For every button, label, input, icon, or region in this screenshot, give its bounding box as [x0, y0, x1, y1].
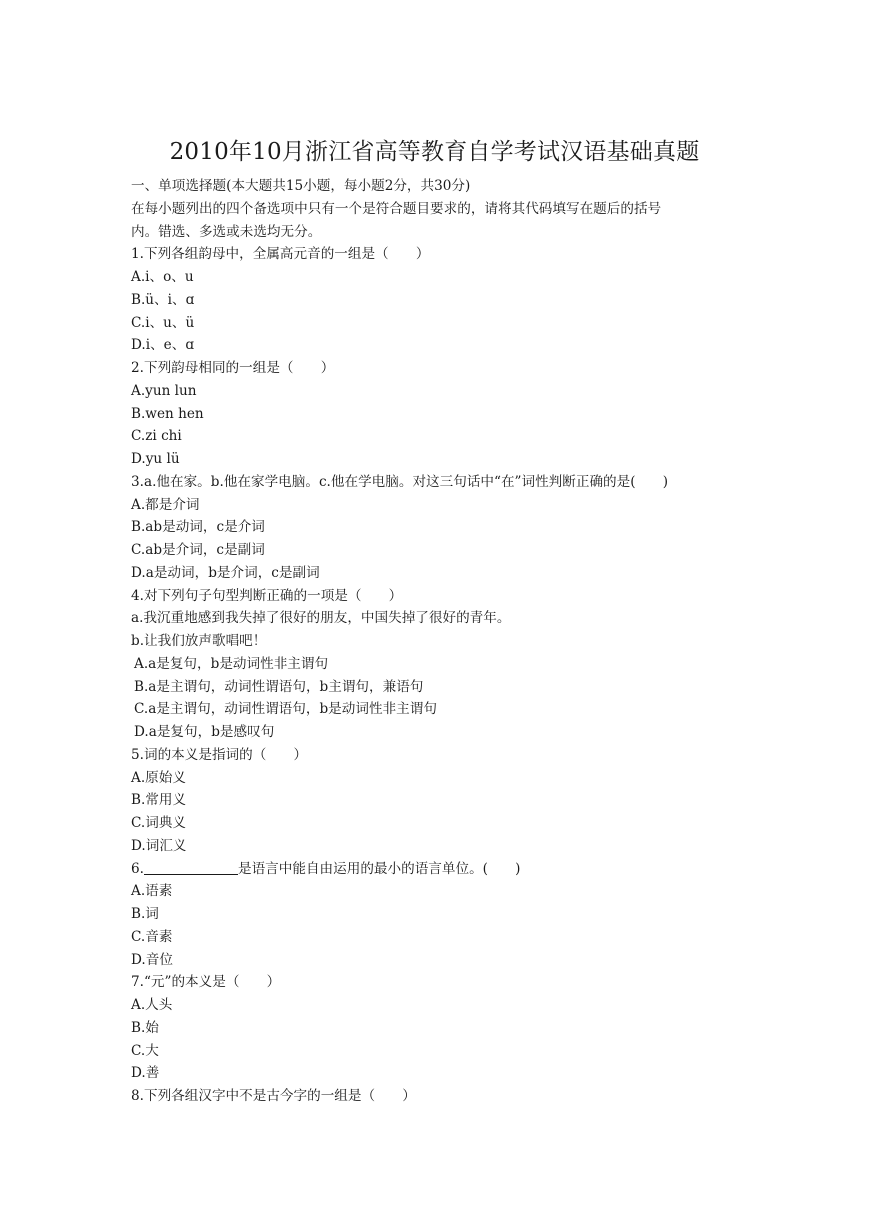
question-7-stem: 7.“元”的本义是（ ） [131, 974, 281, 991]
question-2-stem: 2.下列韵母相同的一组是（ ） [131, 360, 335, 376]
question-6-stem-rest: 是语言中能自由运用的最小的语言单位。( ) [237, 860, 521, 877]
question-3-stem: 3.a.他在家。b.他在家学电脑。c.他在学电脑。对这三句话中“在”词性判断正确的是( ) [131, 473, 669, 490]
question-7-option-c: C.大 [131, 1042, 159, 1059]
question-4-sentence-a: a.我沉重地感到我失掉了很好的朋友，中国失掉了很好的青年。 [131, 610, 511, 627]
question-5-option-a: A.原始义 [131, 769, 186, 786]
question-1-stem: 1.下列各组韵母中，全属高元音的一组是（ ） [131, 246, 430, 263]
question-4-option-d: D.a是复句，b是感叹句 [134, 724, 275, 740]
question-2-option-c: C.zi chi [131, 428, 182, 445]
question-3-option-a: A.都是介词 [131, 496, 200, 513]
question-5-stem: 5.词的本义是指词的（ ） [131, 746, 308, 763]
question-1-option-c: C.i、u、ü [131, 314, 195, 331]
exam-content [131, 175, 751, 1108]
question-1-option-d: D.i、e、ɑ [131, 337, 195, 354]
answer-blank [144, 860, 238, 875]
question-2-option-a: A.yun lun [131, 382, 197, 399]
question-1-option-a: A.i、o、u [131, 269, 194, 285]
question-5-option-c: C.词典义 [131, 815, 187, 831]
page-title: 2010年10月浙江省高等教育自学考试汉语基础真题 [169, 139, 700, 165]
question-6-number: 6. [131, 860, 144, 877]
question-6-option-d: D.音位 [131, 951, 173, 968]
question-5-option-b: B.常用义 [131, 792, 187, 809]
question-6-stem [131, 858, 751, 881]
question-2-option-b: B.wen hen [131, 405, 204, 422]
question-4-option-c: C.a是主谓句，动词性谓语句，b是动词性非主谓句 [134, 701, 437, 718]
question-4-stem: 4.对下列句子句型判断正确的一项是（ ） [131, 587, 403, 604]
question-3-option-d: D.a是动词，b是介词，c是副词 [131, 564, 320, 581]
question-8-stem: 8.下列各组汉字中不是古今字的一组是（ ） [131, 1088, 416, 1104]
instructions-line-2: 内。错选、多选或未选均无分。 [131, 223, 322, 240]
question-6-option-b: B.词 [131, 906, 159, 922]
question-4-option-a: A.a是复句，b是动词性非主谓句 [134, 655, 329, 672]
question-4-option-b: B.a是主谓句，动词性谓语句，b主谓句，兼语句 [134, 678, 424, 695]
question-6-option-c: C.音素 [131, 928, 173, 945]
question-4-sentence-b: b.让我们放声歌唱吧！ [131, 633, 267, 649]
question-6-option-a: A.语素 [131, 883, 173, 900]
section-heading: 一、单项选择题(本大题共15小题，每小题2分，共30分) [131, 178, 471, 194]
question-2-option-d: D.yu lü [131, 451, 180, 467]
question-7-option-b: B.始 [131, 1019, 159, 1036]
question-1-option-b: B.ü、i、ɑ [131, 291, 195, 308]
question-7-option-d: D.善 [131, 1065, 160, 1082]
question-5-option-d: D.词汇义 [131, 837, 187, 854]
question-3-option-c: C.ab是介词，c是副词 [131, 542, 265, 558]
question-7-option-a: A.人头 [131, 997, 173, 1013]
instructions-line-1: 在每小题列出的四个备选项中只有一个是符合题目要求的，请将其代码填写在题后的括号 [131, 200, 662, 217]
question-3-option-b: B.ab是动词，c是介词 [131, 519, 265, 536]
